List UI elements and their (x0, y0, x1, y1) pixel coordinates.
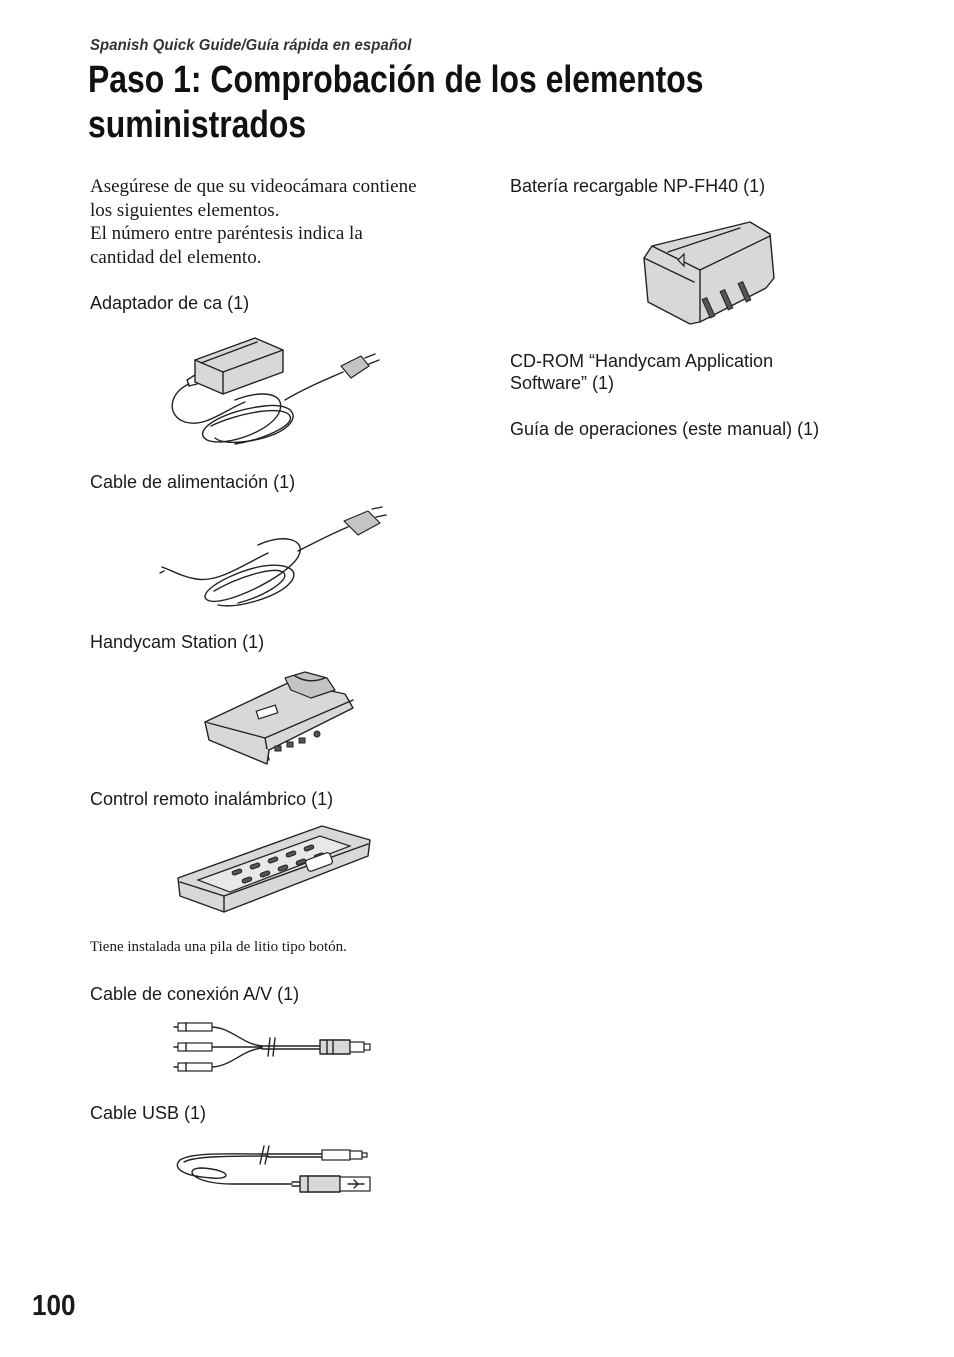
item-label-battery: Batería recargable NP-FH40 (1) (510, 176, 766, 196)
intro-line: El número entre paréntesis indica la (90, 223, 363, 244)
item-label-cdrom-line2: Software” (1) (510, 373, 615, 393)
remote-battery-note: Tiene instalada una pila de litio tipo botón. (90, 939, 347, 955)
page-title-line1: Paso 1: Comprobación de los elementos (88, 59, 704, 101)
intro-line: Asegúrese de que su videocámara contiene (90, 176, 417, 197)
power-cord-illustration (158, 505, 388, 615)
battery-illustration (640, 218, 780, 330)
page-number: 100 (32, 1290, 76, 1322)
page-title-line2: suministrados (88, 104, 307, 146)
page-title (88, 58, 703, 148)
item-label-av-cable: Cable de conexión A/V (1) (90, 984, 300, 1004)
usb-cable-illustration (172, 1140, 377, 1200)
item-label-remote-control: Control remoto inalámbrico (1) (90, 789, 334, 809)
intro-line: cantidad del elemento. (90, 246, 262, 268)
item-label-usb-cable: Cable USB (1) (90, 1103, 207, 1123)
item-label-power-cord: Cable de alimentación (1) (90, 472, 296, 492)
item-label-cdrom-line1: CD-ROM “Handycam Application (510, 351, 774, 371)
intro-line: los siguientes elementos. (90, 199, 280, 221)
item-label-cdrom (510, 350, 773, 394)
section-label: Spanish Quick Guide/Guía rápida en español (90, 37, 412, 54)
item-label-ac-adapter: Adaptador de ca (1) (90, 293, 250, 313)
handycam-station-illustration (195, 668, 365, 773)
remote-control-illustration (172, 820, 377, 920)
intro-paragraph (90, 175, 490, 269)
item-label-operating-guide: Guía de operaciones (este manual) (1) (510, 419, 820, 439)
ac-adapter-illustration (165, 330, 385, 455)
av-cable-illustration (172, 1018, 377, 1078)
item-label-handycam-station: Handycam Station (1) (90, 632, 265, 652)
